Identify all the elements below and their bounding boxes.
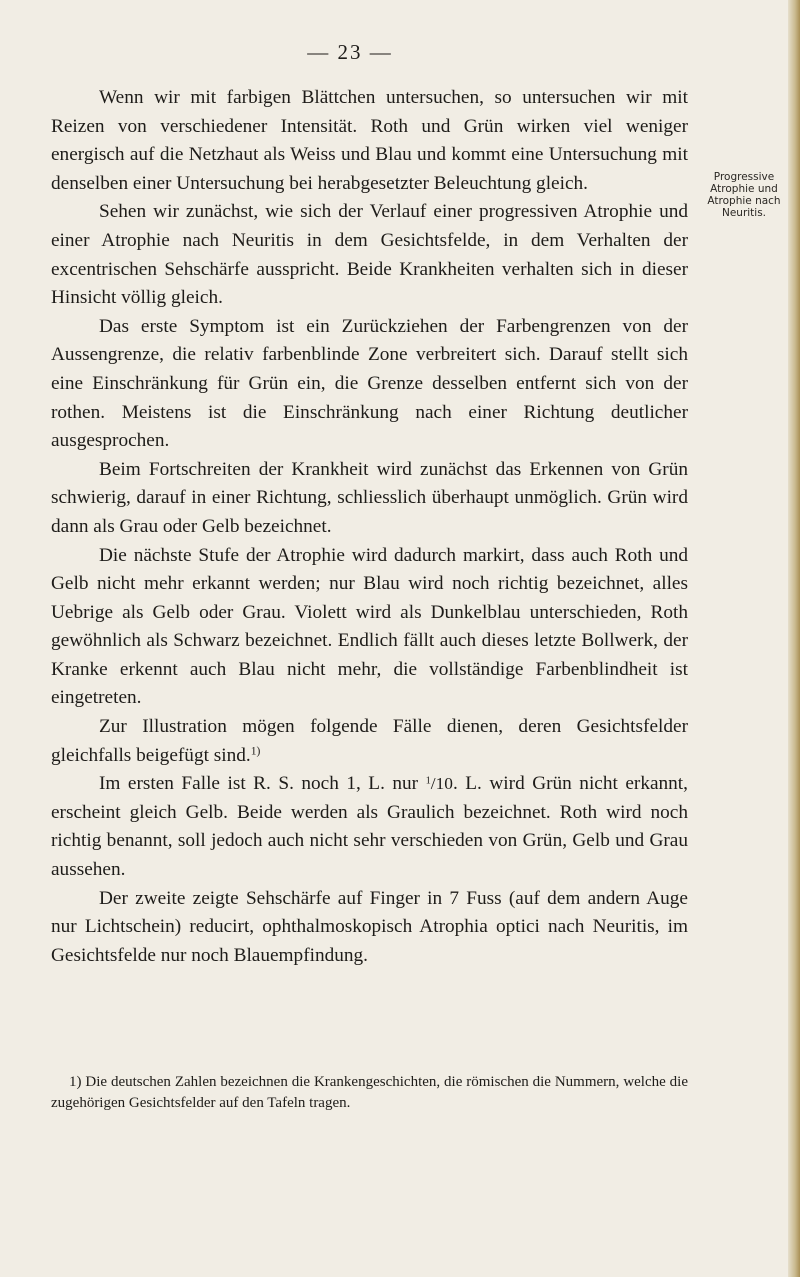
paragraph-text: Im ersten Falle ist R. S. noch 1, L. nur (99, 773, 426, 795)
margin-note-line: Atrophie nach (707, 195, 781, 207)
visual-acuity-fraction (426, 774, 453, 793)
footnote-text: Die deutschen Zahlen bezeichnen die Krankengeschichten, die römischen die Nummern, welche die zugehörigen Gesichtsfelder auf den Tafeln tragen. (51, 1074, 689, 1111)
fraction-numerator: 1 (425, 775, 431, 787)
paragraph (51, 713, 688, 770)
paragraph (51, 770, 688, 884)
paragraph-text: . L. wird Grün nicht erkannt, erscheint gleich Gelb. Beide werden als Graulich bezeichnet. Roth wird noch richtig benannt, soll jedoch auch nicht sehr verschieden von Grün, Gelb und Grau aussehen. (51, 773, 688, 881)
paragraph: Wenn wir mit farbigen Blättchen untersuchen, so untersuchen wir mit Reizen von verschiedener Intensität. Roth und Grün wirken viel weniger energisch auf die Netzhaut als Weiss und Blau und kommt eine Untersuchung mit denselben einer Untersuchung bei herabgesetzter Beleuchtung gleich. (51, 87, 688, 194)
margin-note-line: Progressive (713, 171, 775, 183)
body-text (51, 84, 688, 970)
margin-note-line: Neuritis. (721, 207, 767, 219)
paragraph: Der zweite zeigte Sehschärfe auf Finger in 7 Fuss (auf dem andern Auge nur Lichtschein) reducirt, ophthalmoskopisch Atrophia optici nach Neuritis, im Gesichtsfelde nur noch Blauempfindung. (51, 887, 688, 966)
paragraph: Beim Fortschreiten der Krankheit wird zunächst das Erkennen von Grün schwierig, darauf in einer Richtung, schliesslich überhaupt unmöglich. Grün wird dann als Grau oder Gelb bezeichnet. (51, 458, 688, 537)
paragraph: Das erste Symptom ist ein Zurückziehen der Farbengrenzen von der Aussengrenze, die relativ farbenblinde Zone verbreitert sich. Darauf stellt sich eine Einschränkung für Grün ein, die Grenze desselben entfernt sich von der rothen. Meistens ist die Einschränkung nach einer Richtung deutlicher ausgesprochen. (51, 315, 688, 452)
paragraph-text: Zur Illustration mögen folgende Fälle dienen, deren Gesichtsfelder gleichfalls beigefügt sind. (51, 716, 688, 766)
footnote-reference: 1) (250, 744, 261, 758)
page-number: — 23 — (307, 40, 393, 64)
margin-note (697, 171, 791, 219)
fraction-denominator: /10 (430, 774, 453, 794)
footnote-mark: 1) (69, 1074, 82, 1090)
paragraph: Die nächste Stufe der Atrophie wird dadurch markirt, dass auch Roth und Gelb nicht mehr erkannt werden; nur Blau wird noch richtig bezeichnet, alles Uebrige als Gelb oder Grau. Violett wird als Dunkelblau unterschieden, Roth gewöhnlich als Schwarz bezeichnet. Endlich fällt auch dieses letzte Bollwerk, der Kranke erkennt auch Blau nicht mehr, die vollständige Farbenblindheit ist eingetreten. (51, 544, 688, 709)
footnote (51, 1072, 688, 1114)
margin-note-line: Atrophie und (710, 183, 778, 195)
paragraph: Sehen wir zunächst, wie sich der Verlauf einer progressiven Atrophie und einer Atrophie nach Neuritis in dem Gesichtsfelde, in dem Verhalten der excentrischen Sehschärfe ausspricht. Beide Krankheiten verhalten sich in dieser Hinsicht völlig gleich. (51, 201, 688, 309)
